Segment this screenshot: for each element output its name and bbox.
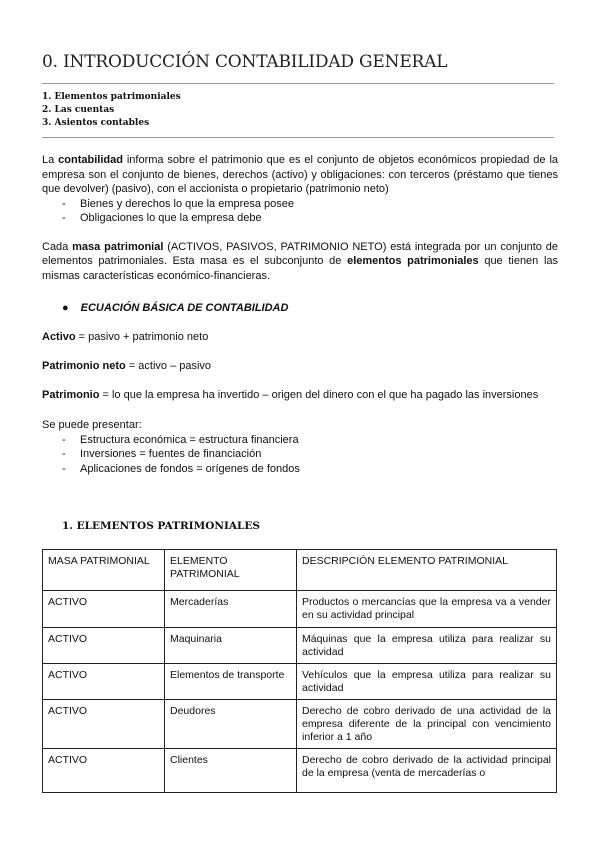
presentation-section [42,418,558,476]
list-item: - Inversiones = fuentes de financiación [42,447,558,462]
equation-activo: Activo = pasivo + patrimonio neto [42,331,209,343]
toc-item[interactable]: 2. Las cuentas [42,105,115,115]
cell-masa: ACTIVO [43,664,165,700]
header-cell: MASA PATRIMONIAL [43,550,165,591]
cell-elemento: Mercaderías [165,591,297,628]
cell-elemento: Deudores [165,700,297,749]
cell-descripcion: Máquinas que la empresa utiliza para realizar su actividad [297,628,557,664]
cell-descripcion: Derecho de cobro derivado de la actividad principal de la empresa (venta de mercaderías o [297,749,557,793]
list-item: - Obligaciones lo que la empresa debe [42,211,558,226]
cell-masa: ACTIVO [43,700,165,749]
list-item: - Aplicaciones de fondos = orígenes de fondos [42,462,558,477]
intro-section [42,153,558,283]
table-row [43,591,557,628]
toc-item[interactable]: 1. Elementos patrimoniales [42,92,181,102]
equation-patrimonio-neto: Patrimonio neto = activo – pasivo [42,360,212,372]
cell-descripcion: Derecho de cobro derivado de una actividad de la empresa diferente de la principal con vencimiento inferior a 1 año [297,700,557,749]
cell-elemento: Clientes [165,749,297,793]
cell-descripcion: Productos o mercancías que la empresa va a vender en su actividad principal [297,591,557,628]
equation-heading: ● ECUACIÓN BÁSICA DE CONTABILIDAD [62,302,289,314]
page-title: 0. INTRODUCCIÓN CONTABILIDAD GENERAL [42,52,448,72]
divider [42,83,554,84]
cell-descripcion: Vehículos que la empresa utiliza para realizar su actividad [297,664,557,700]
header-cell: ELEMENTO PATRIMONIAL [165,550,297,591]
divider [42,137,554,138]
table-row [43,664,557,700]
paragraph: Se puede presentar: [42,419,142,431]
table-header-row [43,550,557,591]
table-row [43,749,557,793]
cell-masa: ACTIVO [43,591,165,628]
list-item: - Estructura económica = estructura financiera [42,433,558,448]
elements-table [42,549,557,793]
cell-masa: ACTIVO [43,628,165,664]
header-cell: DESCRIPCIÓN ELEMENTO PATRIMONIAL [297,550,557,591]
paragraph: La contabilidad informa sobre el patrimonio que es el conjunto de objetos económicos propiedad de la empresa son el conjunto de bienes, derechos (activo) y obligaciones: con terceros (préstamo que tienes que devolver) (pasivo), con el accionista o propietario (patrimonio neto) [42,154,559,195]
section-heading: 1. ELEMENTOS PATRIMONIALES [62,520,260,532]
cell-masa: ACTIVO [43,749,165,793]
cell-elemento: Maquinaria [165,628,297,664]
equation-patrimonio: Patrimonio = lo que la empresa ha invertido – origen del dinero con el que ha pagado las inversiones [42,389,539,401]
table-of-contents [42,91,181,130]
paragraph: Cada masa patrimonial (ACTIVOS, PASIVOS, PATRIMONIO NETO) está integrada por un conjunto de elementos patrimoniales. Esta masa es el subconjunto de elementos patrimoniales que tienen las mismas características económico-financieras. [42,240,559,282]
cell-elemento: Elementos de transporte [165,664,297,700]
table-row [43,628,557,664]
list-item: - Bienes y derechos lo que la empresa posee [42,197,558,212]
toc-item[interactable]: 3. Asientos contables [42,118,150,128]
table-row [43,700,557,749]
